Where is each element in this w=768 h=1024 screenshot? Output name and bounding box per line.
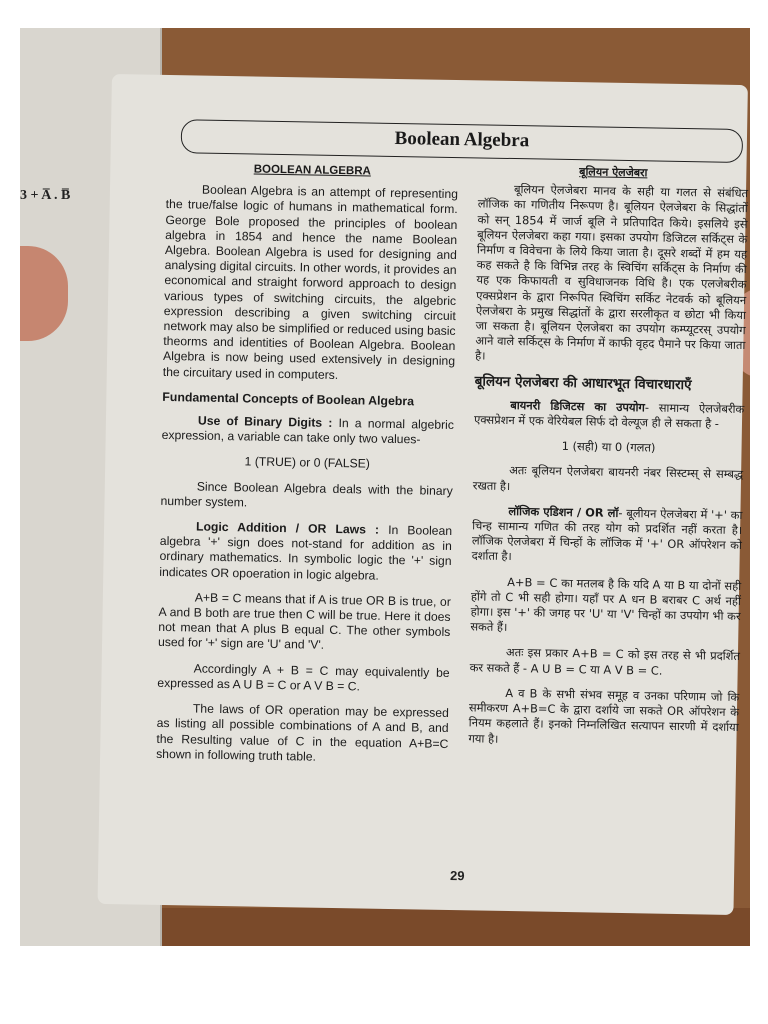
hindi-accordingly: अतः इस प्रकार A+B = C को इस तरह से भी प्रदर्शित कर सकते हैं - A U B = C या A V B = C. [469, 645, 741, 678]
hindi-laws: A व B के सभी संभव समूह व उनका परिणाम जो कि समीकरण A+B=C के द्वारा दर्शाये जा सकते OR ऑपरेशन के नियम कहलाते हैं। इनको निम्नलिखित सत्यापन सारणी में दर्शाया गया है। [468, 685, 740, 746]
hindi-section-heading: बूलियन ऐलजेबरा की आधारभूत विचारधाराएँ [474, 373, 692, 393]
title-bar [181, 119, 744, 163]
english-heading: BOOLEAN ALGEBRA [253, 163, 372, 178]
page-title: Boolean Algebra [394, 127, 530, 152]
hindi-logic-text: - बूलीयन ऐलजेबरा में '+' का चिन्ह सामान्य गणित की तरह योग को प्रदर्शित नहीं करता है। लॉजिक ऐलजेबरा में चिन्हों के लॉजिक में '+' OR ऑपरेशन को दर्शाता है। [471, 505, 743, 564]
english-intro: Boolean Algebra is an attempt of representing the true/false logic of humans in mathematical form. George Bole proposed the principles of boolean algebra in 1854 and hence the name Boolean Algebra. Boolean Algebra is used for designing and analysing digital circuits. In other words, it provides an economical and straight forword approach to design various types of switching circuits, the algebric expression describing a given switching circuit network may also be simplified or reduced using basic theorms and identities of Boolean Algebra. Boolean Algebra is now being used extensively in designing the circuitary used in computers. [162, 182, 459, 382]
book-photo [20, 28, 750, 946]
hindi-binary-paragraph [474, 397, 744, 432]
english-section-heading: Fundamental Concepts of Boolean Algebra [162, 389, 415, 409]
left-page-fragment: 3 + A̅ . B̅ [20, 188, 71, 203]
hindi-column [468, 162, 748, 760]
hindi-binary-lead: बायनरी डिजिटस का उपयोग [510, 397, 646, 415]
english-binary-lead: Use of Binary Digits : [197, 413, 333, 430]
hindi-binary-values: 1 (सही) या 0 (गलत) [561, 439, 656, 455]
english-accordingly: Accordingly A + B = C may equivalently be expressed as A U B = C or A V B = C. [157, 661, 450, 694]
hindi-logic-lead: लॉजिक एडिशन / OR लॉ [508, 503, 619, 520]
hindi-intro: बूलियन ऐलजेबरा मानव के सही या गलत से संबंधित लॉजिक का गणितीय निरूपण है। बूलियन ऐलजेबरा के सिद्धांतों को सन् 1854 में जार्ज बूलि ने प्रतिपादित किये। इसलिये इसे बूलियन ऐलजेबरा कहा गया। इसका उपयोग डिजिटल सर्किट्स के निर्माण व विवेचना के लिये किया जाता है। दूसरे शब्दों में हम यह कह सकते है कि विभिन्न तरह के स्विचिंग सर्किट्स के निर्माण की यह एक किफायती व सुविधाजनक विधि है। एक एलजेबरीक एक्सप्रेशन के द्वारा निरूपित स्विचिंग सर्किट नेटवर्क को बूलियन ऐलजेबरा के प्रमुख सिद्धांतों के द्वारा सरलीकृत व छोटा भी किया जा सकता है। बूलियन ऐलजेबरा का उपयोग कम्प्यूटरस् उपयोग आने वाले सर्किट्स के निर्माण में काफी वृहद पैमाने पर किया जाता है। [475, 182, 749, 363]
english-logic-text: In Boolean algebra '+' sign does not-stand for addition as in ordinary mathematics. In symbolic logic the '+' sign indicates OR opoeration in logic algebra. [159, 522, 453, 583]
english-means-paragraph: A+B = C means that if A is true OR B is true, or A and B both are true then C will be true. Here it does not mean that A plus B equal C. The other symbols used for '+' sign are 'U' and 'V'. [157, 590, 451, 653]
hindi-logic-paragraph [472, 503, 743, 569]
hindi-means-paragraph: A+B = C का मतलब है कि यदि A या B या दोनों सही होंगे तो C भी सही होगा। यहाँ पर A धन B बराबर C अर्थ नहीं होगा। इस '+' की जगह पर 'U' या 'V' चिन्हों का उपयोग भी कर सकते हैं। [470, 574, 742, 635]
hindi-heading: बूलियन ऐलजेबरा [579, 165, 648, 180]
english-logic-lead: Logic Addition / OR Laws : [195, 519, 380, 537]
page-number: 29 [449, 868, 465, 884]
english-binary-paragraph [162, 413, 454, 448]
hindi-binary-system: अतः बूलियन ऐलजेबरा बायनरी नंबर सिस्टम्स् से सम्बद्ध रखता है। [472, 463, 744, 493]
english-column [156, 161, 459, 777]
english-binary-text: In a normal algebric expression, a variable can take only two values- [161, 415, 455, 447]
english-binary-system: Since Boolean Algebra deals with the binary number system. [160, 479, 453, 510]
book-page [98, 74, 748, 915]
hindi-binary-text: - सामान्य ऐलजेबरीक एक्सप्रेशन में एक वेरियेबल सिर्फ दो वेल्यूज ही ले सकता है - [473, 400, 745, 431]
english-binary-values: 1 (TRUE) or 0 (FALSE) [244, 454, 370, 472]
english-laws: The laws of OR operation may be expressed as listing all possible combinations of A and B, and the Resulting value of C in the equation A+B=C shown in following truth table. [156, 701, 450, 764]
english-logic-paragraph [159, 519, 452, 585]
